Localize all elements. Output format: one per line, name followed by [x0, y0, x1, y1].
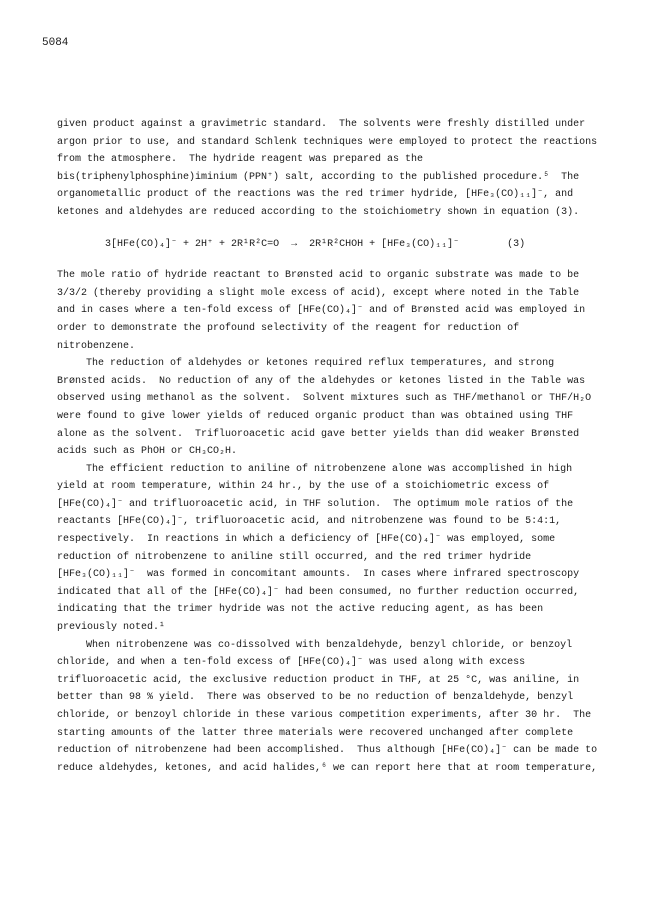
text-line: bis(triphenylphosphine)iminium (PPN⁺) salt, according to the published procedure.⁵ The [57, 171, 580, 183]
text-line: reactants [HFe(CO)₄]⁻, trifluoroacetic acid, and nitrobenzene was found to be 5:4:1, [57, 516, 562, 528]
text-line: better than 98 % yield. There was observed to be no reduction of benzaldehyde, benzyl [57, 692, 574, 704]
text-line: chloride, and when a ten-fold excess of [HFe(CO)₄]⁻ was used along with excess [57, 657, 526, 669]
paragraph-start: The reduction of aldehydes or ketones required reflux temperatures, and strong [86, 358, 555, 370]
text-line: chloride, or benzoyl chloride in these various competition experiments, after 30 hr. The [57, 710, 592, 721]
text-line: were found to give lower yields of reduced organic product than was obtained using THF [57, 410, 574, 422]
text-line: Brønsted acids. No reduction of any of the aldehydes or ketones listed in the Table was [57, 375, 586, 387]
blank-line [57, 222, 617, 236]
text-line: given product against a gravimetric standard. The solvents were freshly distilled under [57, 119, 586, 130]
text-line: order to demonstrate the profound selectivity of the reagent for reduction of [57, 322, 520, 334]
text-line: respectively. In reactions in which a deficiency of [HFe(CO)₄]⁻ was employed, some [57, 534, 556, 546]
paragraph-start: When nitrobenzene was co-dissolved with benzaldehyde, benzyl chloride, or benzoyl [86, 639, 573, 651]
text-line: previously noted.¹ [57, 622, 166, 634]
text-line: The mole ratio of hydride reactant to Brønsted acid to organic substrate was made to be [57, 270, 580, 282]
text-line: 3/3/2 (thereby providing a slight mole excess of acid), except where noted in the Table [57, 287, 580, 299]
text-line: organometallic product of the reactions was the red trimer hydride, [HFe₃(CO)₁₁]⁻, and [57, 189, 574, 201]
paragraph-start: The efficient reduction to aniline of nitrobenzene alone was accomplished in high [86, 463, 573, 475]
blank-line [57, 253, 617, 267]
equation-3: 3[HFe(CO)₄]⁻ + 2H⁺ + 2R¹R²C=O → 2R¹R²CHOH + [HFe₃(CO)₁₁]⁻ (3) [105, 238, 526, 250]
text-line: reduce aldehydes, ketones, and acid halides,⁶ we can report here that at room temperature, [57, 762, 598, 774]
text-line: argon prior to use, and standard Schlenk techniques were employed to protect the reactions [57, 136, 598, 148]
text-line: indicating that the trimer hydride was not the active reducing agent, as has been [57, 604, 544, 616]
text-line: [HFe₃(CO)₁₁]⁻ was formed in concomitant amounts. In cases where infrared spectroscopy [57, 569, 580, 581]
page-number: 5084 [42, 37, 69, 49]
text-line: and in cases where a ten-fold excess of [HFe(CO)₄]⁻ and of Brønsted acid was employed in [57, 305, 586, 317]
body-text [57, 116, 617, 777]
text-line: alone as the solvent. Trifluoroacetic acid gave better yields than did weaker Brønsted [57, 428, 580, 440]
text-line: from the atmosphere. The hydride reagent was prepared as the [57, 154, 424, 166]
text-line: nitrobenzene. [57, 340, 136, 352]
text-line: [HFe(CO)₄]⁻ and trifluoroacetic acid, in THF solution. The optimum mole ratios of the [57, 498, 574, 510]
text-line: reduction of nitrobenzene had been accomplished. Thus although [HFe(CO)₄]⁻ can be made to [57, 745, 598, 757]
text-line: observed using methanol as the solvent. Solvent mixtures such as THF/methanol or THF/H₂O [57, 393, 592, 405]
text-line: indicated that all of the [HFe(CO)₄]⁻ had been consumed, no further reduction occurred, [57, 586, 580, 598]
text-line: trifluoroacetic acid, the exclusive reduction product in THF, at 25 °C, was aniline, in [57, 674, 580, 686]
text-line: ketones and aldehydes are reduced according to the stoichiometry shown in equation (3). [57, 206, 580, 218]
text-line: acids such as PhOH or CH₃CO₂H. [57, 446, 238, 458]
text-line: yield at room temperature, within 24 hr., by the use of a stoichiometric excess of [57, 481, 550, 493]
text-line: starting amounts of the latter three materials were recovered unchanged after complete [57, 727, 574, 739]
text-line: reduction of nitrobenzene to aniline still occurred, and the red trimer hydride [57, 551, 532, 563]
